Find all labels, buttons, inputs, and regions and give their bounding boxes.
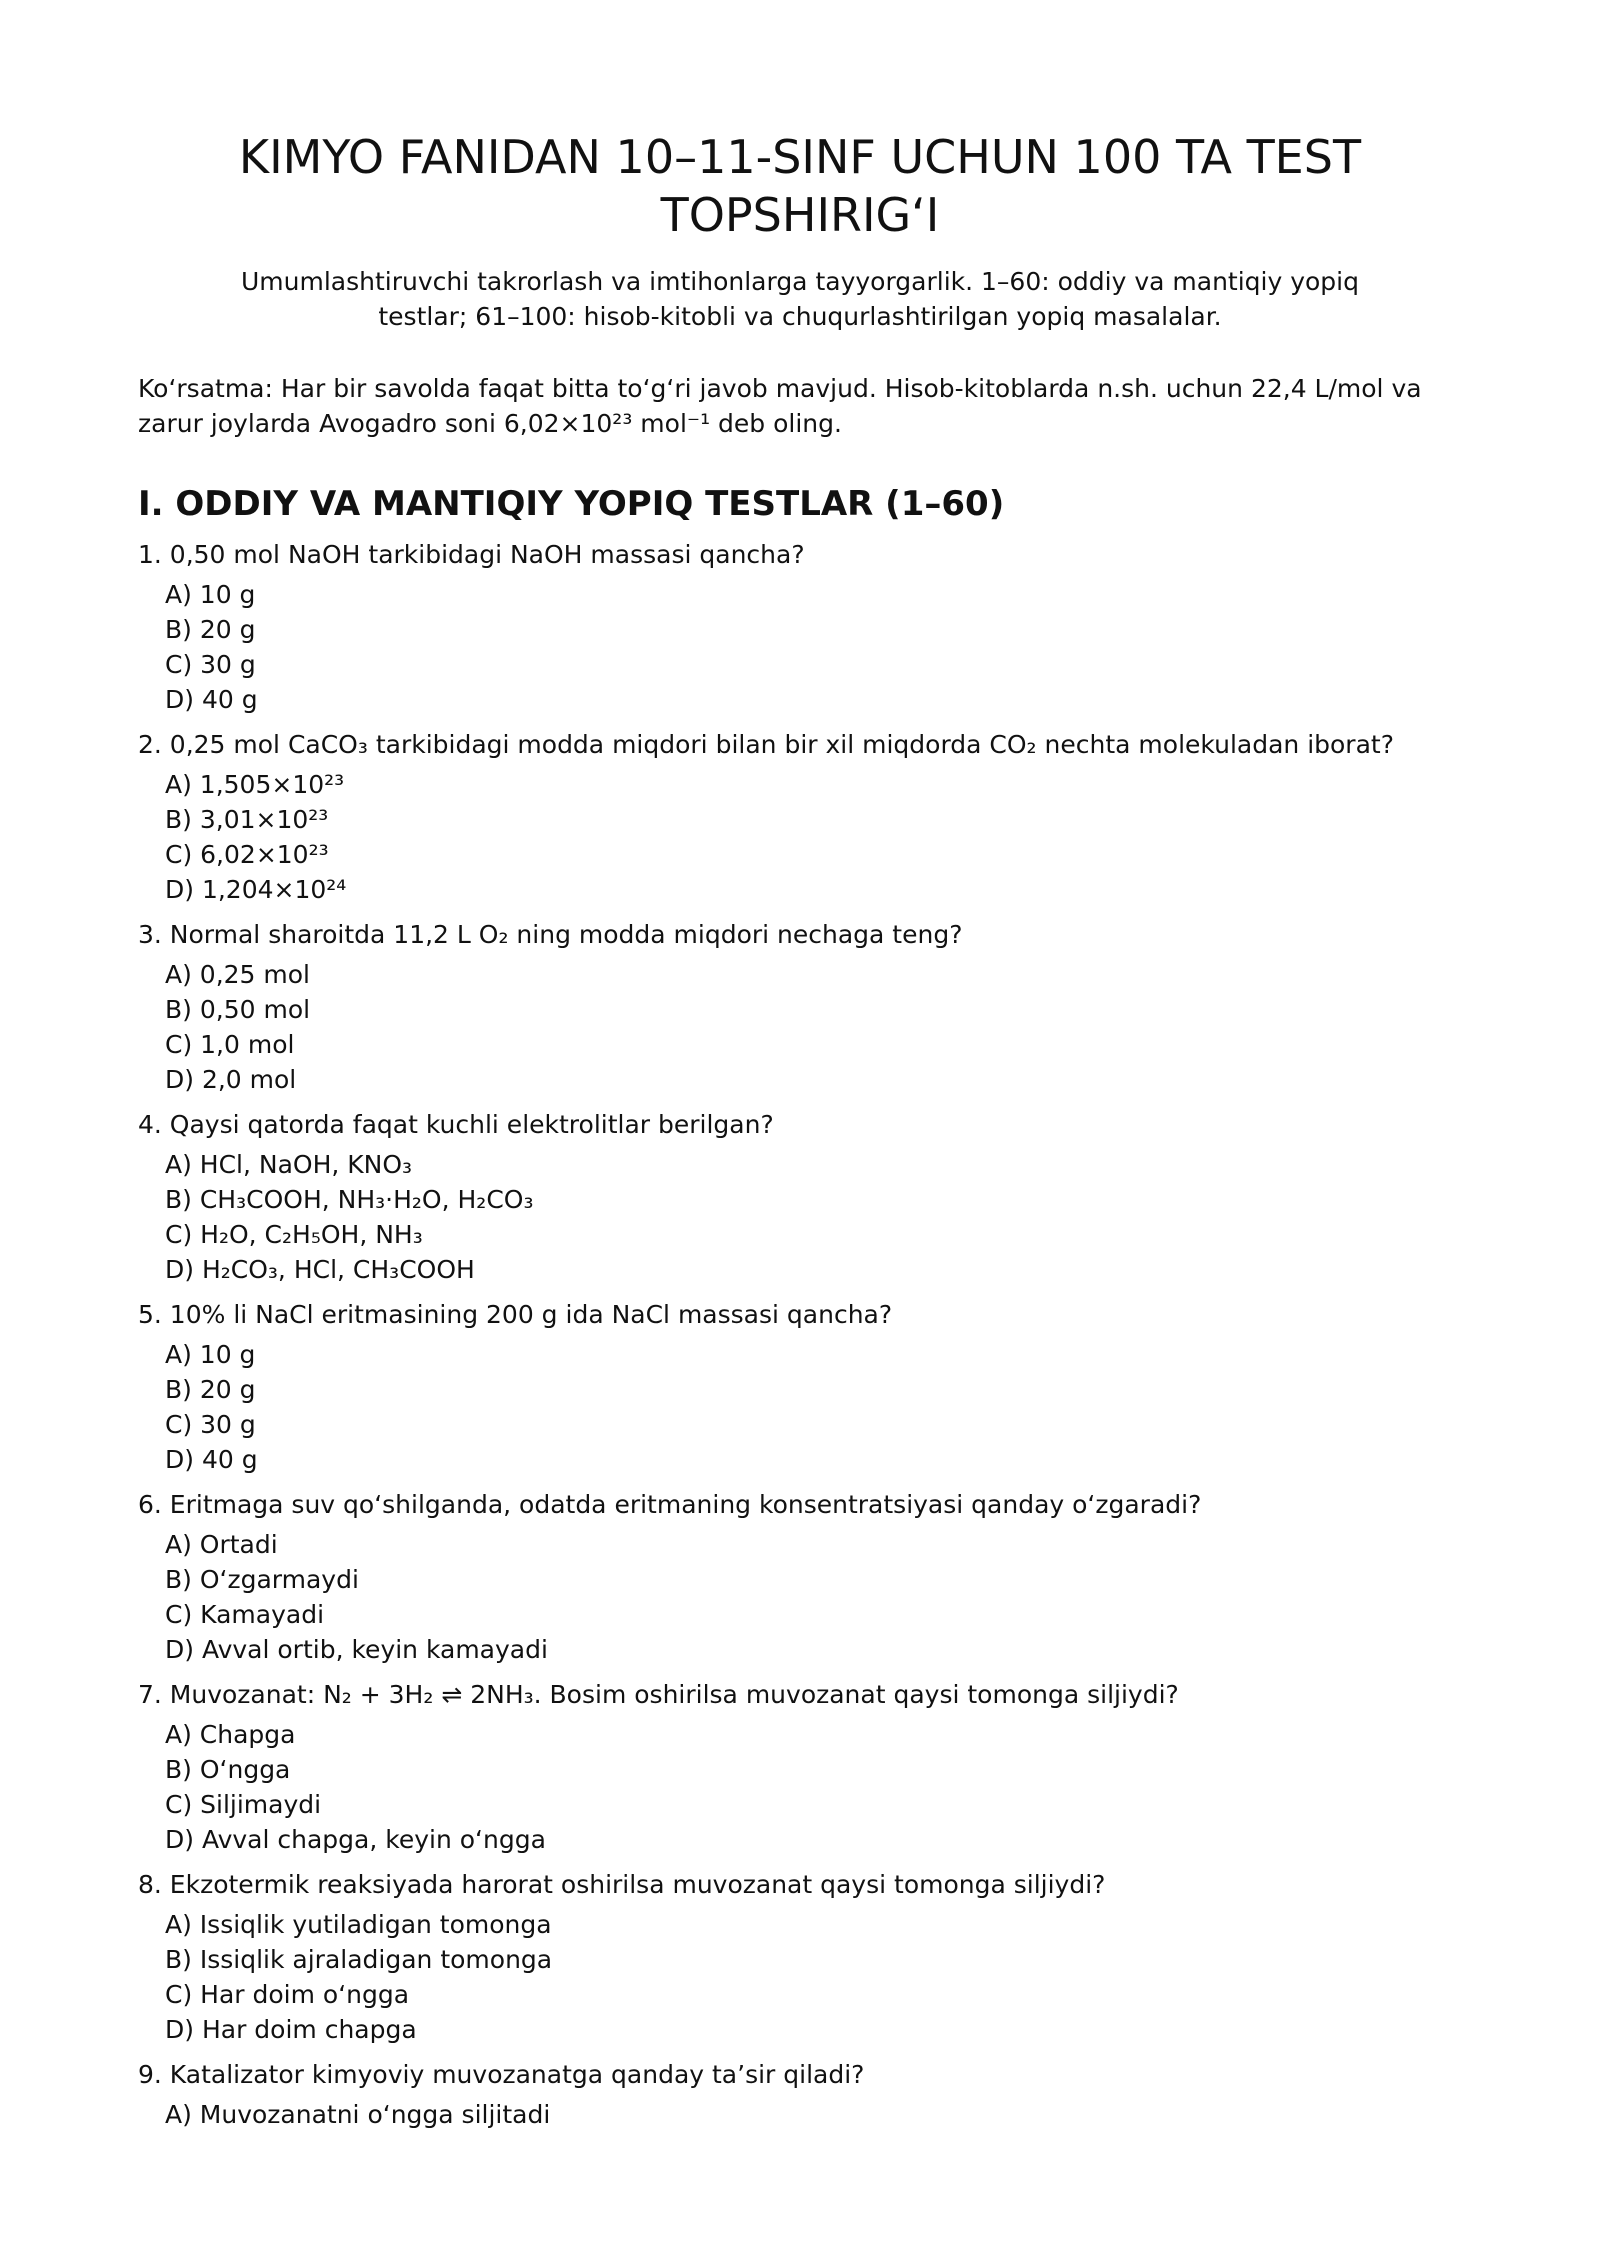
answer-option: D) 40 g: [165, 1445, 258, 1474]
answer-option: B) Issiqlik ajraladigan tomonga: [165, 1945, 553, 1974]
answer-options: [165, 767, 1462, 907]
answer-option: B) CH₃COOH, NH₃·H₂O, H₂CO₃: [165, 1185, 534, 1214]
answer-options: [165, 957, 1462, 1097]
answer-option: D) 1,204×10²⁴: [165, 875, 347, 904]
question-item: [138, 1487, 1462, 1667]
question-text: 2. 0,25 mol CaCO₃ tarkibidagi modda miqdori bilan bir xil miqdorda CO₂ nechta molekuladan iborat?: [138, 730, 1394, 759]
answer-option: A) 10 g: [165, 580, 256, 609]
answer-option: A) 1,505×10²³: [165, 770, 345, 799]
question-item: [138, 537, 1462, 717]
question-text: 8. Ekzotermik reaksiyada harorat oshirilsa muvozanat qaysi tomonga siljiydi?: [138, 1870, 1106, 1899]
instruction-text: Ko‘rsatma: Har bir savolda faqat bitta to‘g‘ri javob mavjud. Hisob-kitoblarda n.sh. uchun 22,4 L/mol va zarur joylarda Avogadro soni 6,02×10²³ mol⁻¹ deb oling.: [138, 374, 1422, 438]
question-item: [138, 1677, 1462, 1857]
answer-option: D) H₂CO₃, HCl, CH₃COOH: [165, 1255, 475, 1284]
answer-option: C) 30 g: [165, 1410, 256, 1439]
answer-option: B) 20 g: [165, 615, 256, 644]
question-item: [138, 1297, 1462, 1477]
document-title: KIMYO FANIDAN 10–11-SINF UCHUN 100 TA TEST TOPSHIRIG‘I: [238, 130, 1362, 242]
answer-options: [165, 1717, 1462, 1857]
answer-option: C) 30 g: [165, 650, 256, 679]
question-text: 5. 10% li NaCl eritmasining 200 g ida NaCl massasi qancha?: [138, 1300, 893, 1329]
question-item: [138, 917, 1462, 1097]
answer-options: [165, 2097, 1462, 2132]
answer-options: [165, 1147, 1462, 1287]
answer-option: A) 10 g: [165, 1340, 256, 1369]
answer-option: D) 40 g: [165, 685, 258, 714]
answer-option: A) Issiqlik yutiladigan tomonga: [165, 1910, 552, 1939]
answer-options: [165, 577, 1462, 717]
document-page: [138, 128, 1462, 2142]
document-subtitle: Umumlashtiruvchi takrorlash va imtihonlarga tayyorgarlik. 1–60: oddiy va mantiqiy yopiq testlar; 61–100: hisob-kitobli va chuqurlashtirilgan yopiq masalalar.: [241, 267, 1359, 331]
question-text: 4. Qaysi qatorda faqat kuchli elektrolitlar berilgan?: [138, 1110, 774, 1139]
question-text: 1. 0,50 mol NaOH tarkibidagi NaOH massasi qancha?: [138, 540, 805, 569]
answer-option: C) H₂O, C₂H₅OH, NH₃: [165, 1220, 423, 1249]
answer-option: C) Siljimaydi: [165, 1790, 322, 1819]
answer-option: A) Muvozanatni o‘ngga siljitadi: [165, 2100, 551, 2129]
answer-option: B) 20 g: [165, 1375, 256, 1404]
answer-option: C) 1,0 mol: [165, 1030, 295, 1059]
answer-option: A) HCl, NaOH, KNO₃: [165, 1150, 413, 1179]
answer-option: C) Kamayadi: [165, 1600, 325, 1629]
section-heading: I. ODDIY VA MANTIQIY YOPIQ TESTLAR (1–60): [138, 484, 1005, 524]
answer-option: A) Ortadi: [165, 1530, 278, 1559]
answer-option: C) 6,02×10²³: [165, 840, 329, 869]
answer-option: B) 0,50 mol: [165, 995, 311, 1024]
answer-option: B) O‘ngga: [165, 1755, 291, 1784]
question-item: [138, 2057, 1462, 2132]
question-item: [138, 1107, 1462, 1287]
question-text: 9. Katalizator kimyoviy muvozanatga qanday ta’sir qiladi?: [138, 2060, 865, 2089]
answer-option: B) 3,01×10²³: [165, 805, 329, 834]
question-list: [138, 537, 1462, 2132]
question-text: 7. Muvozanat: N₂ + 3H₂ ⇌ 2NH₃. Bosim oshirilsa muvozanat qaysi tomonga siljiydi?: [138, 1680, 1179, 1709]
answer-option: B) O‘zgarmaydi: [165, 1565, 359, 1594]
answer-options: [165, 1907, 1462, 2047]
question-text: 6. Eritmaga suv qo‘shilganda, odatda eritmaning konsentratsiyasi qanday o‘zgaradi?: [138, 1490, 1202, 1519]
answer-option: C) Har doim o‘ngga: [165, 1980, 410, 2009]
answer-option: A) 0,25 mol: [165, 960, 311, 989]
answer-option: D) 2,0 mol: [165, 1065, 297, 1094]
question-item: [138, 1867, 1462, 2047]
answer-option: D) Avval ortib, keyin kamayadi: [165, 1635, 548, 1664]
answer-options: [165, 1527, 1462, 1667]
answer-options: [165, 1337, 1462, 1477]
answer-option: D) Avval chapga, keyin o‘ngga: [165, 1825, 546, 1854]
question-text: 3. Normal sharoitda 11,2 L O₂ ning modda miqdori nechaga teng?: [138, 920, 963, 949]
question-item: [138, 727, 1462, 907]
answer-option: A) Chapga: [165, 1720, 296, 1749]
answer-option: D) Har doim chapga: [165, 2015, 417, 2044]
